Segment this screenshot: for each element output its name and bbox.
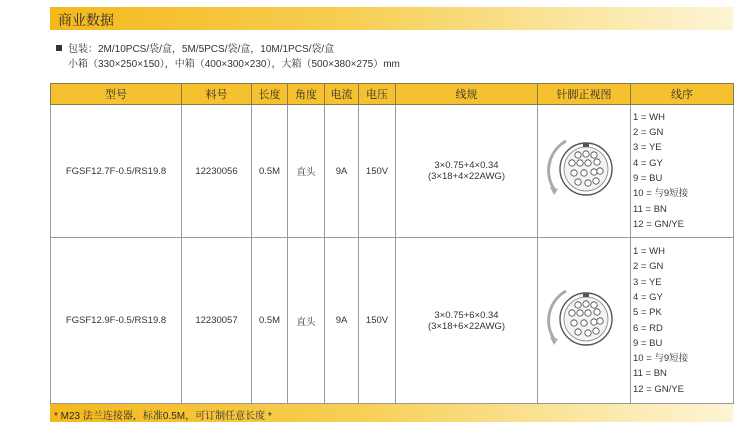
cell-wire	[396, 105, 538, 238]
pin-line: 4 = GY	[633, 157, 663, 169]
table-row	[51, 105, 734, 238]
pin-line: 9 = BU	[633, 337, 663, 349]
header-length: 长度	[252, 84, 288, 105]
pin-line: 2 = GN	[633, 261, 664, 273]
header-current: 电流	[325, 84, 359, 105]
spec-table	[50, 83, 734, 404]
pin-line: 1 = WH	[633, 111, 665, 123]
header-wire: 线规	[396, 84, 538, 105]
pin-line: 2 = GN	[633, 127, 664, 139]
header-pin-view: 针脚正视图	[538, 84, 631, 105]
pin-line: 10 = 与9短接	[633, 188, 689, 200]
table-header-row	[51, 84, 734, 105]
wire-gauge-awg: (3×18+6×22AWG)	[427, 320, 505, 332]
cell-pin-sequence	[631, 238, 734, 404]
cell-angle: 直头	[288, 105, 325, 238]
pin-line: 6 = RD	[633, 322, 663, 334]
pin-line: 9 = BU	[633, 173, 663, 184]
pin-line: 11 = BN	[633, 368, 667, 380]
connector-pinout-icon	[544, 281, 624, 361]
cell-part: 12230056	[182, 105, 252, 238]
pin-line: 4 = GY	[633, 291, 663, 303]
pin-line: 3 = YE	[633, 276, 662, 288]
cell-wire	[396, 238, 538, 404]
cell-current: 9A	[325, 238, 359, 404]
cell-pin-view	[538, 238, 631, 404]
cell-voltage: 150V	[359, 105, 396, 238]
footnote-bar	[50, 404, 733, 422]
cell-angle: 直头	[288, 238, 325, 404]
packaging-line-2: 小箱（330×250×150），中箱（400×300×230），大箱（500×380×275）mm	[68, 59, 400, 70]
header-sequence: 线序	[631, 84, 734, 105]
pin-line: 5 = PK	[633, 307, 662, 319]
bullet-square-icon	[56, 45, 62, 51]
packaging-info	[56, 42, 400, 72]
connector-pinout-icon	[544, 131, 624, 211]
cell-voltage: 150V	[359, 238, 396, 404]
pin-line: 12 = GN/YE	[633, 218, 684, 230]
header-part: 料号	[182, 84, 252, 105]
pin-line: 3 = YE	[633, 142, 662, 154]
header-model: 型号	[51, 84, 182, 105]
pin-line: 11 = BN	[633, 203, 667, 215]
cell-part: 12230057	[182, 238, 252, 404]
cell-model: FGSF12.9F-0.5/RS19.8	[51, 238, 182, 404]
footnote-text: * M23 法兰连接器，标准0.5M，可订制任意长度 *	[54, 411, 272, 422]
pin-line: 10 = 与9短接	[633, 353, 689, 365]
cell-length: 0.5M	[252, 238, 288, 404]
section-title: 商业数据	[58, 12, 114, 28]
wire-gauge-metric: 3×0.75+4×0.34	[434, 160, 499, 171]
cell-model: FGSF12.7F-0.5/RS19.8	[51, 105, 182, 238]
packaging-line-1: 包装：2M/10PCS/袋/盒，5M/5PCS/袋/盒，10M/1PCS/袋/盒	[56, 42, 400, 57]
cell-pin-sequence	[631, 105, 734, 238]
cell-current: 9A	[325, 105, 359, 238]
section-header-bar	[50, 7, 733, 30]
header-angle: 角度	[288, 84, 325, 105]
table-row	[51, 238, 734, 404]
cell-pin-view	[538, 105, 631, 238]
pin-line: 1 = WH	[633, 246, 665, 258]
wire-gauge-metric: 3×0.75+6×0.34	[434, 309, 499, 321]
header-voltage: 电压	[359, 84, 396, 105]
wire-gauge-awg: (3×18+4×22AWG)	[427, 171, 505, 182]
cell-length: 0.5M	[252, 105, 288, 238]
pin-line: 12 = GN/YE	[633, 383, 684, 395]
